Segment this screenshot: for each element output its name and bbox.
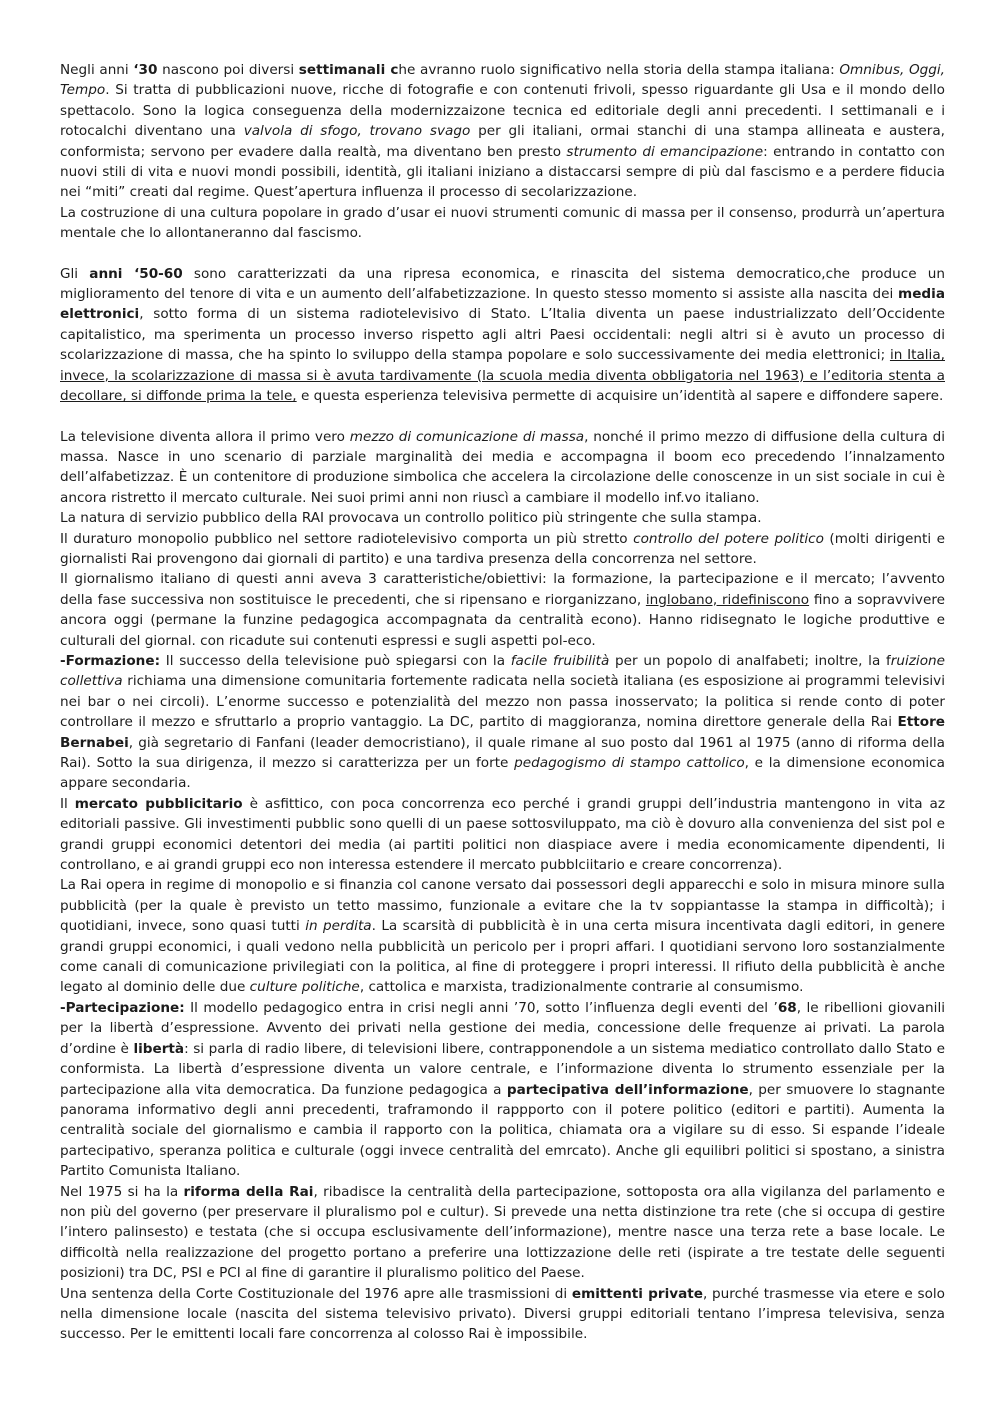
italic-text: valvola di sfogo, trovano svago [243,123,471,140]
italic-text: in perdita [305,918,372,935]
italic-text: culture politiche [249,979,360,996]
bold-text: 68 [777,999,797,1016]
bold-text: -Partecipazione: [60,999,185,1016]
bold-text: -Formazione: [60,652,161,669]
text-run: , per smuovere lo stagnante panorama informativo degli anni precedenti, traframondo il rappporto con il potere politico (editori e partiti). Aumenta la centralità sociale del giornalismo e cambia il rapporto con la politica, chiamata ora a vigilare su di esso. Si espande l’ideale partecipativo, speranza politica e culturale (oggi invece centralità del emrcato). Anche gli equilibri politici si spostano, a sinistra Partito Comunista Italiano. [60,1081,945,1180]
text-run: , già segretario di Fanfani (leader democristiano), il quale rimane al suo posto dal 1961 al 1975 (anno di riforma della Rai). Sotto la sua dirigenza, il mezzo si caratterizza per un forte [60,734,945,771]
text-run: e questa esperienza televisiva permette di acquisire un’identità al sapere e diffondere sapere. [296,388,944,405]
italic-text: strumento di emancipazione [566,143,764,160]
text-run: per gli italiani, ormai stanchi di una stampa allineata e austera, conformista; servono per evadere dalla realtà, ma diventano ben presto [60,123,945,160]
underlined-text: in Italia, invece, la scolarizzazione di massa si è avuta tardivamente (la scuola media diventa obbligatoria nel 1963) e l’editoria stenta a decollare, si diffonde prima la tele, [60,347,945,405]
paragraph [60,1284,945,1345]
italic-text: mezzo di comunicazione di massa [349,428,585,445]
bold-text: media elettronici [60,286,945,323]
text-run: Negli anni [60,62,134,78]
bold-text: Ettore Bernabei [60,714,945,751]
text-run: fino a sopravvivere ancora oggi (permane la funzine pedagogica accompagnata da centralità econo). Hanno ridisegnato le logiche produttive e culturali del giornal. con ricadute sui contenuti espressi e sugli aspetti pol-eco. [60,591,945,649]
text-run: La costruzione di una cultura popolare in grado d’usar ei nuovi strumenti comunic di massa per il consenso, produrrà un’apertura mentale che lo allontaneranno dal fascismo. [60,204,945,242]
text-run: , purché trasmesse via etere e solo nella dimensione locale (nascita del sistema televisivo privato). Diversi gruppi editoriali tentano l’impresa televisiva, senza successo. Per le emittenti locali fare concorrenza al colosso Rai è impossibile. [60,1285,945,1343]
text-run: La natura di servizio pubblico della RAI provocava un controllo politico più stringente che sulla stampa. [60,510,762,527]
text-run: , sotto forma di un sistema radiotelevisivo di Stato. L’Italia diventa un paese industrializzato dell’Occidente capitalistico, ma sperimenta un processo inverso rispetto agli altri Paesi occidentali: negli altri si è avuto un processo di scolarizzazione di massa, che ha spinto lo sviluppo della stampa popolare e solo successivamente dei media elettronici; [60,306,945,364]
paragraph [60,998,945,1182]
underlined-text: inglobano, ridefiniscono [645,591,810,608]
italic-text: Omnibus, Oggi, Tempo [60,62,945,99]
bold-text: emittenti private [571,1285,703,1302]
text-run: è asfittico, con poca concorrenza eco perché i grandi gruppi dell’industria mantengono in vita az editoriali passive. Gli investimenti pubblic sono quelli di un paese sottosviluppato, ma ciò è dovuro alla convenienza del sist pol e grandi gruppi economici detentori dei media (ai partiti politici non diaspiace avere i media economicamente dipendenti, li controllano, e ai grandi gruppi eco non interessa estendere il mercato pubblciitario e creare concorrenza). [60,795,945,874]
text-run: Il duraturo monopolio pubblico nel settore radiotelevisivo comporta un più stretto [60,530,634,547]
paragraph [60,794,945,876]
paragraph [60,60,945,203]
text-run: Il modello pedagogico entra in crisi negli anni ’70, sotto l’influenza degli eventi del ’ [184,999,778,1016]
text-run: Gli [60,265,90,282]
italic-text: pedagogismo di stampo cattolico [514,755,745,771]
text-run: he avranno ruolo significativo nella storia della stampa italiana: [398,62,840,78]
text-run: : si parla di radio libere, di televisioni libere, contrapponendole a un sistema mediatico controllato dallo Stato e conformista. La libertà d’espressione diventa un valore centrale, e l’informazione diventa lo strumento essenziale per la partecipazione alla vita democratica. Da funzione pedagogica a [60,1040,946,1098]
paragraph [60,651,945,794]
paragraph [60,529,945,570]
text-run: La Rai opera in regime di monopolio e si finanzia col canone versato dai possessori degli apparecchi e solo in misura minore sulla pubblicità (per la quale è previsto un tetto massimo, funzionale a evitare che la tv soppiantasse la stampa in difficoltà); i quotidiani, invece, sono quasi tutti [60,877,945,935]
paragraph [60,569,945,651]
text-run: nascono poi diversi [157,62,299,78]
text-run: Nel 1975 si ha la [60,1183,184,1200]
text-run: . Si tratta di pubblicazioni nuove, ricche di fotografie e con contenuti frivoli, spesso riguardante gli Usa e il mondo dello spettacolo. Sono la logica conseguenza della modernizzaizone tecnica ed editoriale degli anni precedenti. I settimanali e i rotocalchi diventano una [60,82,945,140]
paragraph [60,427,945,509]
text-run: La televisione diventa allora il primo vero [60,428,350,445]
text-run: , e la dimensione economica appare secondaria. [60,755,945,792]
italic-text: ruizione collettiva [60,652,945,690]
text-run: Il successo della televisione può spiegarsi con la [160,652,511,669]
italic-text: facile fruibilità [510,652,610,669]
text-run: richiama una dimensione comunitaria fortemente radicata nella società italiana (es esposizione ai programmi televisivi nei bar o nei circoli). L’enorme successo e potenzialità del mezzo non passa inosservato; la politica si rende conto di poter controllare il mezzo e sfruttarlo a proprio vantaggio. La DC, partito di maggioranza, nomina direttore generale della Rai [60,673,945,731]
bold-text: partecipativa dell’informazione [506,1081,749,1098]
text-run: , cattolica e marxista, tradizionalmente contrarie al consumismo. [359,979,804,996]
text-run: sono caratterizzati da una ripresa economica, e rinascita del sistema democratico,che produce un miglioramento del tenore di vita e un aumento dell’alfabetizzazione. In questo stesso momento si assiste alla nascita dei [60,265,945,303]
bold-text: mercato pubblicitario [74,795,243,812]
paragraph [60,875,945,997]
bold-text: ‘30 [133,62,158,78]
bold-text: riforma della Rai [183,1183,314,1200]
text-run: , ribadisce la centralità della partecipazione, sottoposta ora alla vigilanza del parlamento e non più del governo (per preservare il pluralismo pol e cultur). Si prevede una netta distinzione tra rete (che si occupa di gestire l’intero palinsesto) e testata (che si occupa esclusivamente dell’informazione), mentre nasce una terza rete a base locale. Le difficoltà nella realizzazione del progetto portano a preferire una lottizzazione delle reti (ispirate a tre testate delle seguenti posizioni) tra DC, PSI e PCI al fine di garantire il pluralismo politico del Paese. [60,1183,945,1282]
text-run: : entrando in contatto con nuovi stili di vita e nuovi mondi possibili, identità, gli italiani iniziano a distaccarsi sempre di più dal fascismo e a perdere fiducia nei “miti” creati dal regime. Quest’apertura influenza il processo di secolarizzazione. [60,143,945,201]
text-run: per un popolo di analfabeti; inoltre, la f [609,652,891,669]
text-run: Il giornalismo italiano di questi anni aveva 3 caratteristiche/obiettivi: la formazione, la partecipazione e il mercato; l’avvento della fase successiva non sostituisce le precedenti, che si ripensano e riorganizzano, [60,571,945,608]
bold-text: anni ‘50-60 [89,265,183,282]
text-run: . La scarsità di pubblicità è in una certa misura incentivata dagli editori, in genere grandi gruppi economici, i quali vedono nella pubblicità un pericolo per i propri affari. I quotidiani servono loro sostanzialmente come canali di comunicazione privilegiati con la politica, al fine di proteggere i propri interessi. Il rifiuto della pubblicità è anche legato al dominio delle due [60,918,945,996]
bold-text: settimanali c [298,62,399,78]
paragraph [60,508,945,528]
text-run: , nonché il primo mezzo di diffusione della cultura di massa. Nasce in uno scenario di parziale marginalità dei media e accompagna il boom eco precedendo l’innalzamento dell’alfabetizzaz. È un contenitore di produzione simbolica che accelera la circolazione delle conoscenze in un sist sociale in cui è ancora ristretto il mercato culturale. Nei suoi primi anni non riuscì a cambiare il modello inf.vo italiano. [60,428,945,506]
paragraph [60,264,945,407]
text-run: Il [60,795,75,812]
text-run: Una sentenza della Corte Costituzionale del 1976 apre alle trasmissioni di [60,1285,572,1302]
paragraph [60,203,945,244]
italic-text: controllo del potere politico [633,530,824,547]
text-run: , le ribellioni giovanili per la libertà d’espressione. Avvento dei privati nella gestione dei media, concessione delle frequenze ai privati. La parola d’ordine è [60,999,945,1057]
bold-text: libertà [133,1040,185,1057]
text-run: (molti dirigenti e giornalisti Rai provengono dai giornali di partito) e una tardiva presenza della concorrenza nel settore. [60,530,946,567]
paragraph [60,1182,945,1284]
